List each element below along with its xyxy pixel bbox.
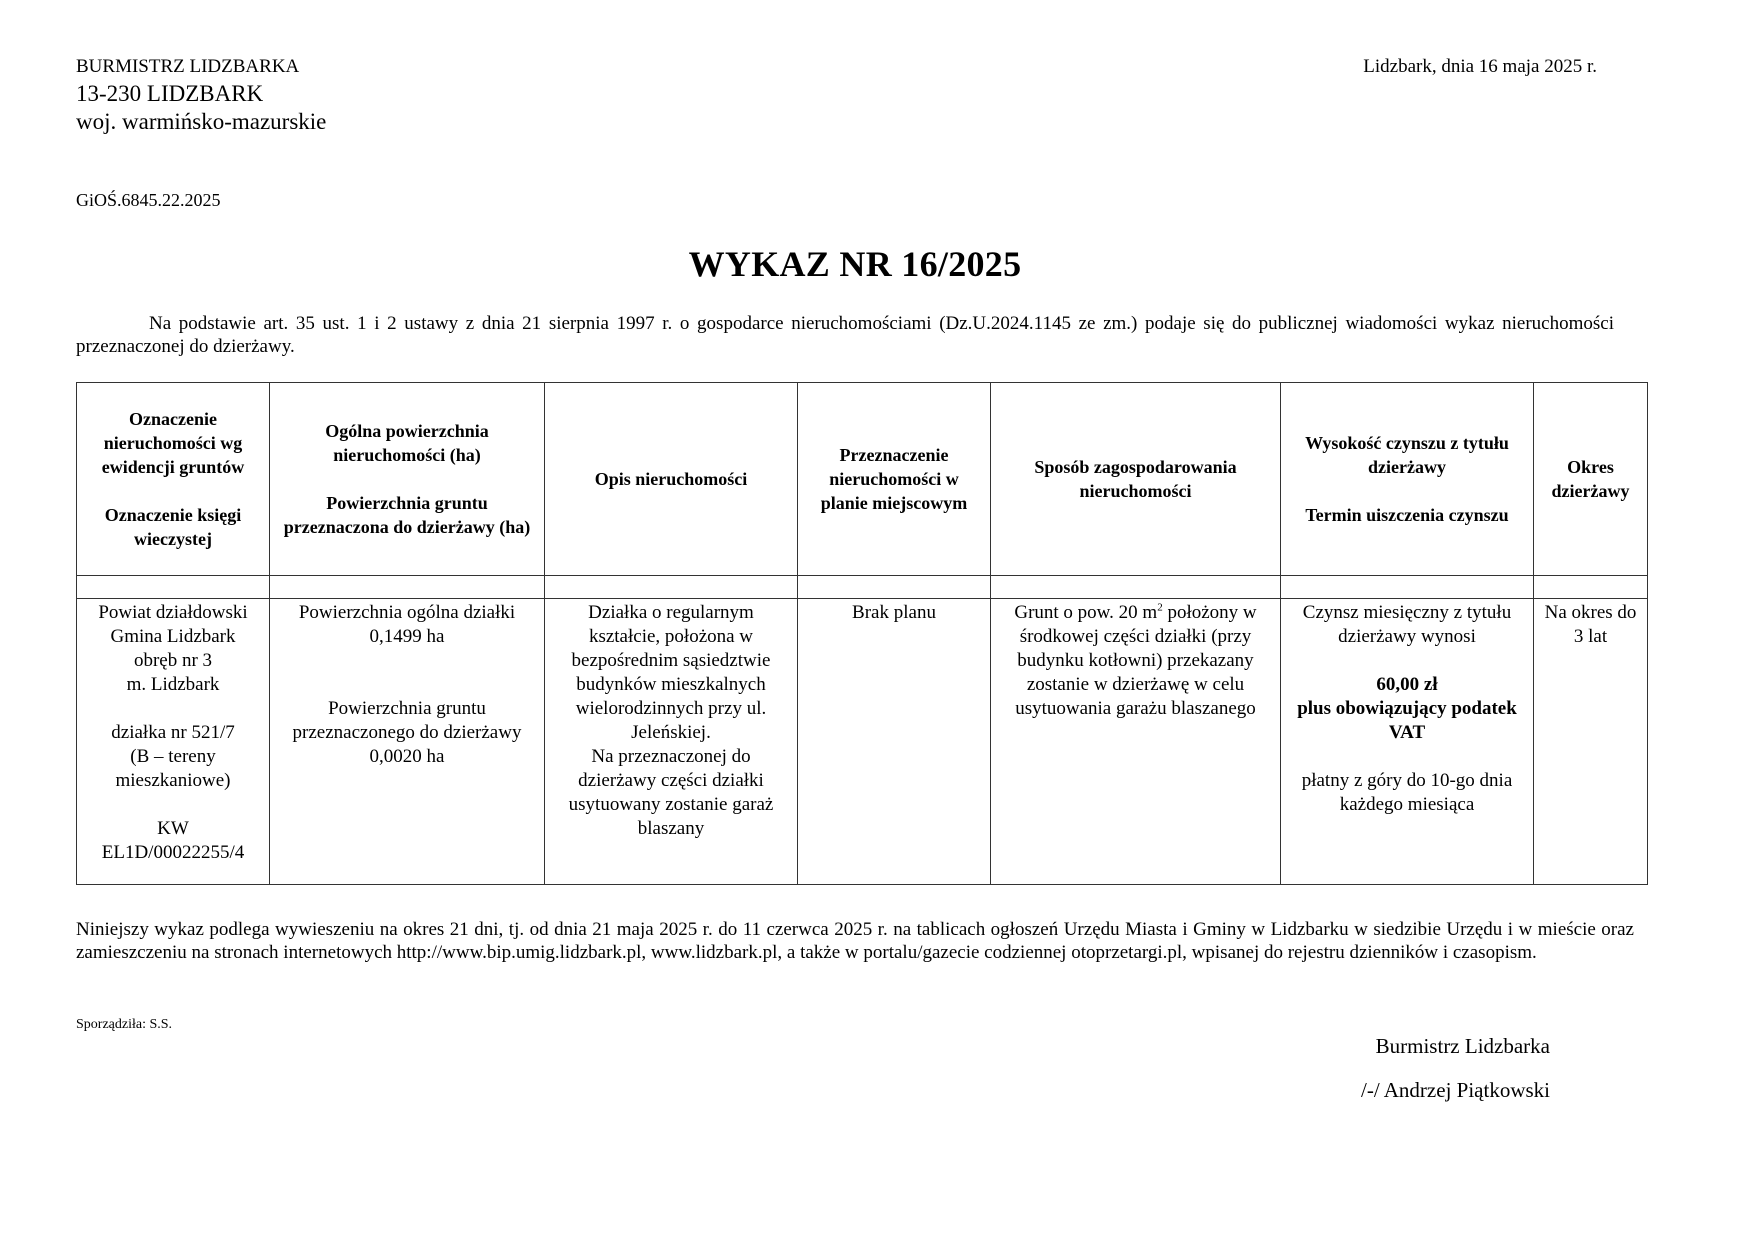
document-title: WYKAZ NR 16/2025 <box>688 244 1022 284</box>
rent-amount: 60,00 zł <box>1376 674 1438 695</box>
intro-paragraph: Na podstawie art. 35 ust. 1 i 2 ustawy z dnia 21 sierpnia 1997 r. o gospodarce nieruchomościami (Dz.U.2024.1145 ze zm.) podaje się do publicznej wiadomości wykaz nieruchomości przeznaczonej do dzierżawy. <box>76 313 1614 357</box>
table-spacer-row <box>77 576 1648 599</box>
cell-area: Powierzchnia ogólna działki 0,1499 ha Powierzchnia gruntu przeznaczonego do dzierżawy 0,0020 ha <box>270 599 545 885</box>
issuer-postal: 13-230 LIDZBARK <box>76 81 264 106</box>
cell-rent: Czynsz miesięczny z tytułu dzierżawy wynosi 60,00 zł plus obowiązujący podatek VAT płatny z góry do 10-go dnia każdego miesiąca <box>1281 599 1534 885</box>
issuer-voivodeship: woj. warmińsko-mazurskie <box>76 109 327 134</box>
footer-notice: Niniejszy wykaz podlega wywieszeniu na okres 21 dni, tj. od dnia 21 maja 2025 r. do 11 czerwca 2025 r. na tablicach ogłoszeń Urzędu Miasta i Gminy w Lidzbarku w siedzibie Urzędu i w mieście oraz zamieszczeniu na stronach internetowych http://www.bip.umig.lidzbark.pl, www.lidzbark.pl, a także w portalu/gazecie codziennej otoprzetargi.pl, wpisanej do rejestru dzienników i czasopism. <box>76 919 1634 963</box>
header-parcel-designation: Oznaczenie nieruchomości wg ewidencji gruntów Oznaczenie księgi wieczystej <box>77 383 270 576</box>
cell-description: Działka o regularnym kształcie, położona w bezpośrednim sąsiedztwie budynków mieszkalnych wielorodzinnych przy ul. Jeleńskiej. Na przeznaczonej do dzierżawy części działki usytuowany zostanie garaż blaszany <box>545 599 798 885</box>
header-lease-period: Okres dzierżawy <box>1534 383 1648 576</box>
signature-name: /-/ Andrzej Piątkowski <box>1361 1078 1550 1102</box>
cell-land-use: Grunt o pow. 20 $m^2$ położony w środkowej części działki (przy budynku kotłowni) przekazany zostanie w dzierżawę w celu usytuowania garażu blaszanego <box>991 599 1281 885</box>
place-date: Lidzbark, dnia 16 maja 2025 r. <box>1363 56 1597 77</box>
header-rent: Wysokość czynszu z tytułu dzierżawy Termin uiszczenia czynszu <box>1281 383 1534 576</box>
issuer-block <box>76 54 326 136</box>
rent-vat: plus obowiązujący podatek VAT <box>1297 698 1517 743</box>
signature-block <box>1230 1032 1550 1120</box>
cell-parcel: Powiat działdowski Gmina Lidzbark obręb nr 3 m. Lidzbark działka nr 521/7 (B – tereny mieszkaniowe) KW EL1D/00022255/4 <box>77 599 270 885</box>
cell-plan-purpose: Brak planu <box>798 599 991 885</box>
header-land-use: Sposób zagospodarowania nieruchomości <box>991 383 1281 576</box>
header-area: Ogólna powierzchnia nieruchomości (ha) Powierzchnia gruntu przeznaczona do dzierżawy (ha) <box>270 383 545 576</box>
issuer-office: BURMISTRZ LIDZBARKA <box>76 56 300 77</box>
prepared-by: Sporządziła: S.S. <box>76 1017 173 1032</box>
property-table <box>76 382 1648 885</box>
cell-lease-period: Na okres do 3 lat <box>1534 599 1648 885</box>
table-header-row <box>77 383 1648 576</box>
table-row <box>77 599 1648 885</box>
header-plan-purpose: Przeznaczenie nieruchomości w planie miejscowym <box>798 383 991 576</box>
reference-number: GiOŚ.6845.22.2025 <box>76 190 221 210</box>
signature-title: Burmistrz Lidzbarka <box>1375 1034 1550 1058</box>
header-description: Opis nieruchomości <box>545 383 798 576</box>
